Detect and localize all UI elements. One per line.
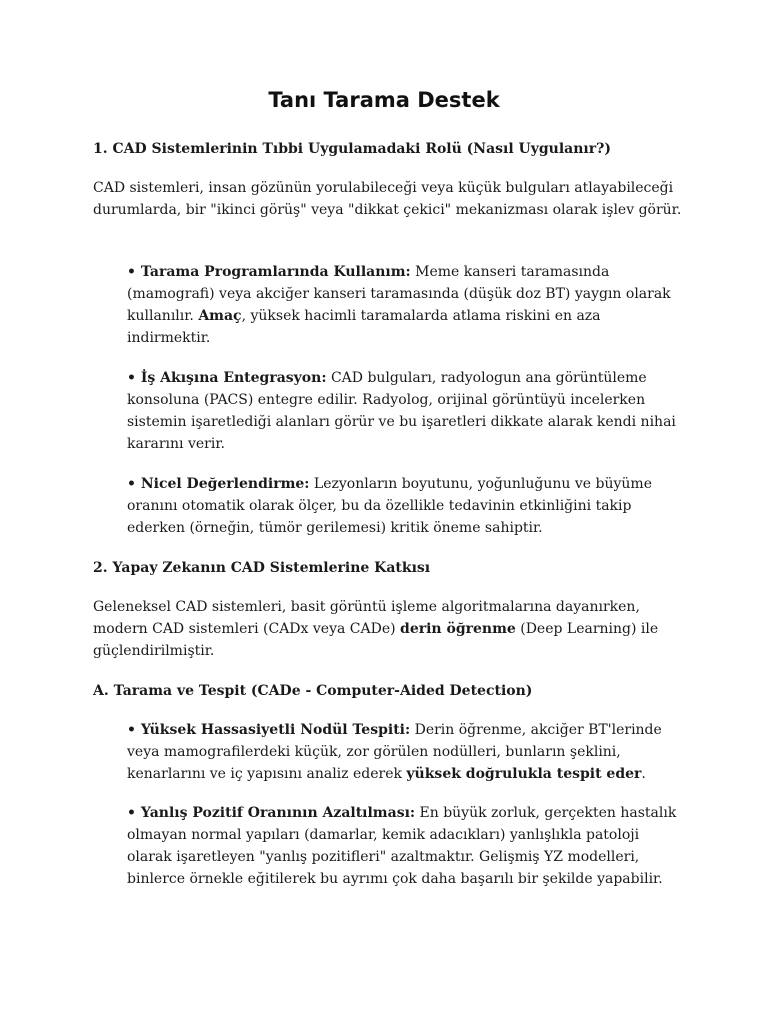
bullet-label: • Nicel Değerlendirme: [127,476,310,492]
bullet-label: • Yüksek Hassasiyetli Nodül Tespiti: [127,722,411,738]
bullet-emphasis: yüksek doğrulukla tespit eder [406,766,642,782]
bullet-text: , yüksek hacimli taramalarda atlama riskini en aza indirmektir. [127,308,601,346]
bullet-workflow-integration [127,367,683,455]
section-1-intro: CAD sistemleri, insan gözünün yorulabileceği veya küçük bulguları atlayabileceği durumlarda, bir "ikinci görüş" veya "dikkat çekici" mekanizması olarak işlev görür. [93,180,682,218]
section-1-heading: 1. CAD Sistemlerinin Tıbbi Uygulamadaki Rolü (Nasıl Uygulanır?) [93,141,611,157]
bullet-text: Meme kanseri taramasında (mamografi) veya akciğer kanseri taramasında (düşük doz BT) yaygın olarak kullanılır. [127,264,671,324]
bullet-screening-programs [127,261,683,349]
paragraph-emphasis: derin öğrenme [400,621,516,637]
bullet-emphasis: Amaç [198,308,242,324]
bullet-text: CAD bulguları, radyologun ana görüntüleme konsoluna (PACS) entegre edilir. Radyolog, orijinal görüntüyü incelerken sistemin işaretlediği alanları görür ve bu işaretleri dikkate alarak kendi nihai kararını verir. [127,370,676,452]
bullet-text: En büyük zorluk, gerçekten hastalık olmayan normal yapıları (damarlar, kemik adacıkları) yanlışlıkla patoloji olarak işaretleyen "yanlış pozitifleri" azaltmaktır. Gelişmiş YZ modelleri, binlerce örnekle eğitilerek bu ayrımı çok daha başarılı bir şekilde yapabilir. [127,805,677,887]
bullet-text: Derin öğrenme, akciğer BT'lerinde veya mamografilerdeki küçük, zor görülen nodülleri, bunların şeklini, kenarlarını ve iç yapısını analiz ederek [127,722,662,782]
bullet-label: • Tarama Programlarında Kullanım: [127,264,411,280]
bullet-label: • Yanlış Pozitif Oranının Azaltılması: [127,805,416,821]
bullet-nodule-detection [127,719,683,785]
section-2-paragraph [93,596,683,662]
section-2-heading: 2. Yapay Zekanın CAD Sistemlerine Katkısı [93,560,431,576]
paragraph-text: (Deep Learning) ile güçlendirilmiştir. [93,621,659,659]
section-a-heading: A. Tarama ve Tespit (CADe - Computer-Aided Detection) [93,683,533,699]
paragraph-text: Geleneksel CAD sistemleri, basit görüntü işleme algoritmalarına dayanırken, modern CAD sistemleri (CADx veya CADe) [93,599,640,637]
bullet-false-positive-reduction [127,802,683,890]
page-title: Tanı Tarama Destek [268,88,500,112]
bullet-text: Lezyonların boyutunu, yoğunluğunu ve büyüme oranını otomatik olarak ölçer, bu da özellikle tedavinin etkinliğini takip ederken (örneğin, tümör gerilemesi) kritik öneme sahiptir. [127,476,652,536]
bullet-text: . [641,766,646,782]
bullet-quantitative-evaluation [127,473,683,539]
bullet-label: • İş Akışına Entegrasyon: [127,370,327,386]
